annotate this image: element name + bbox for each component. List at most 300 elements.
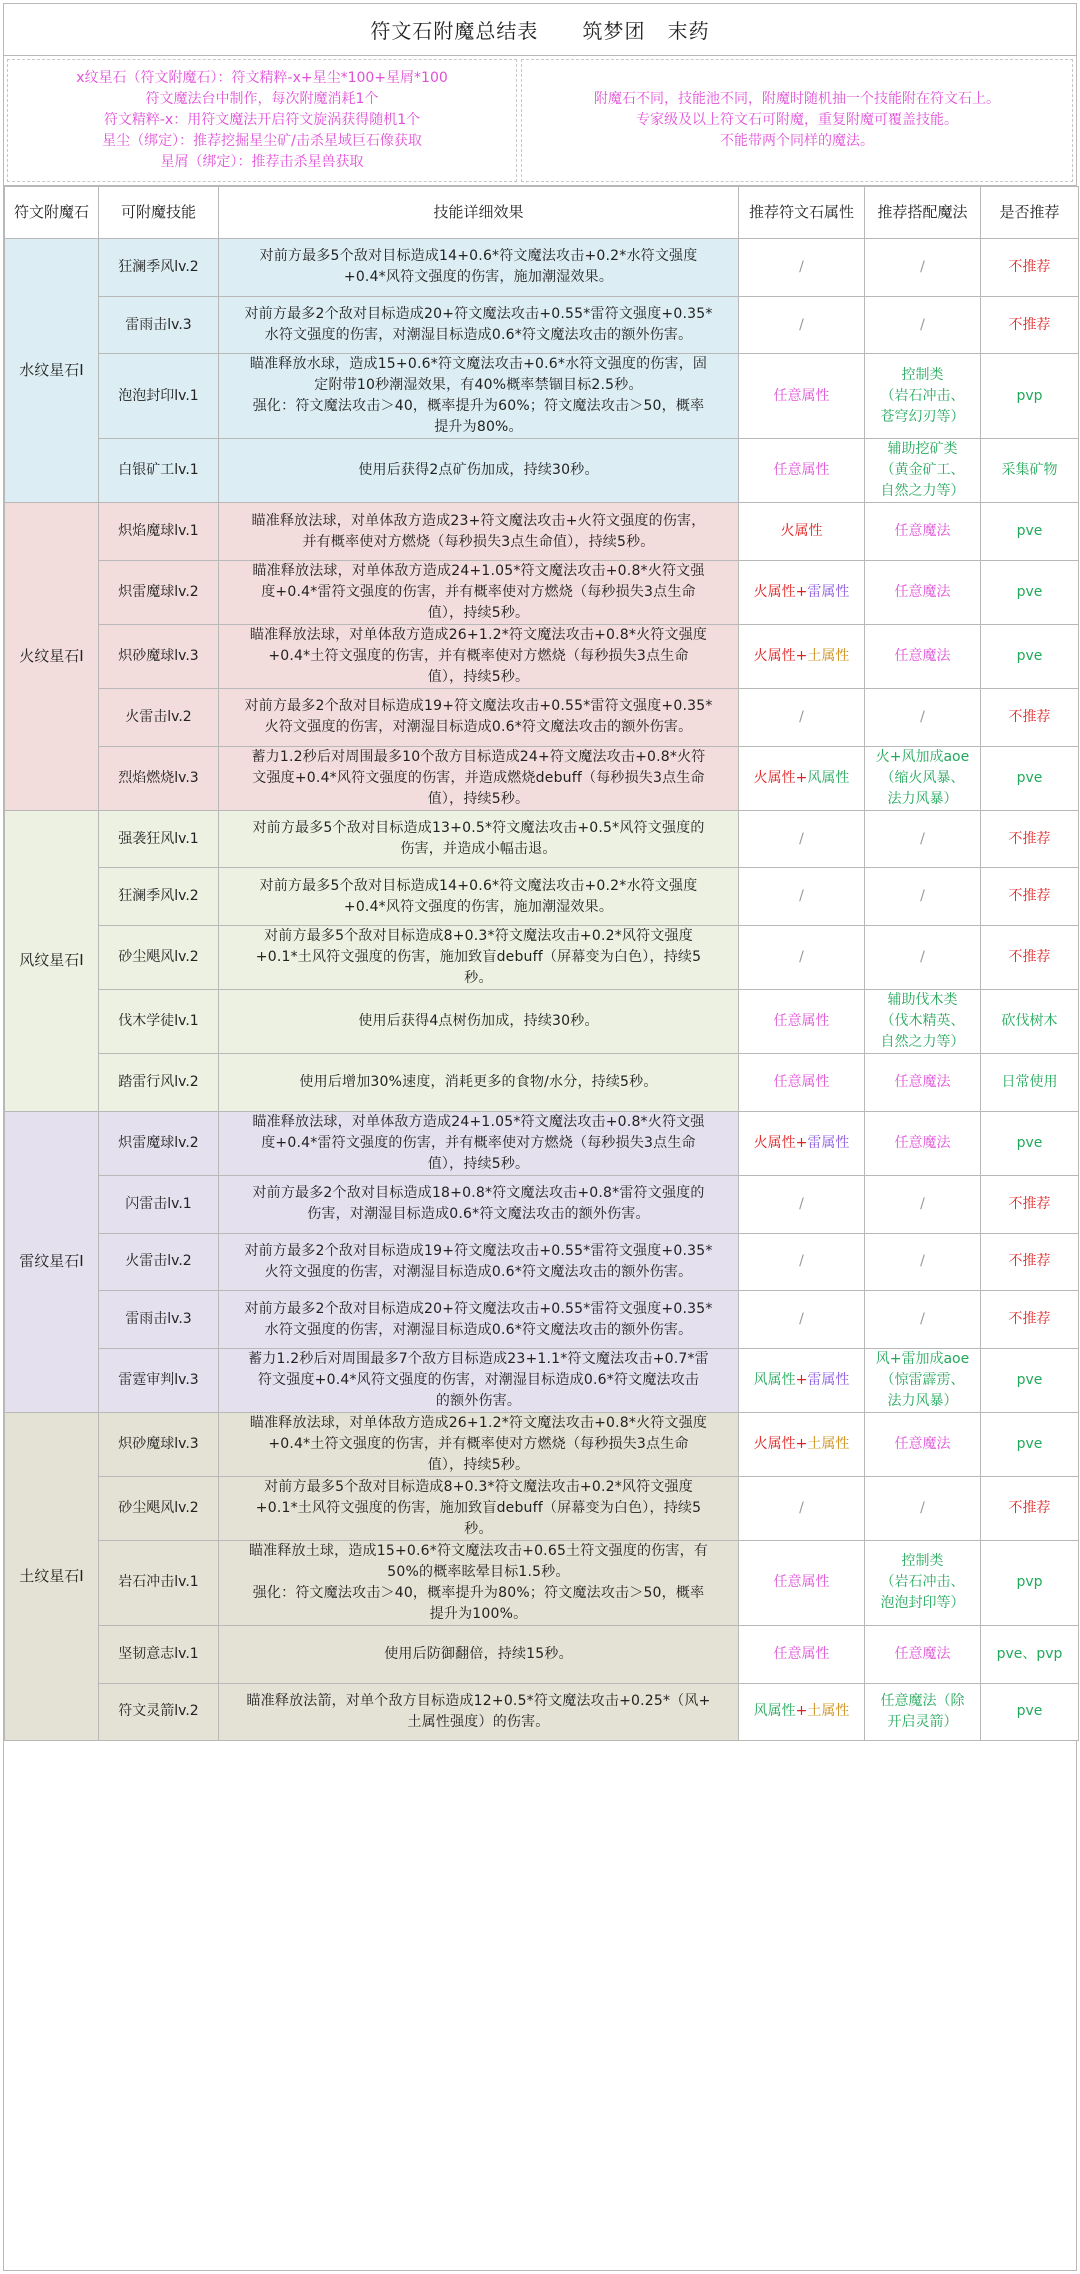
recommendation: 砍伐树木 [981,990,1079,1054]
magic-line: （黄金矿工、 [880,462,965,479]
effect-line: 值），持续5秒。 [427,1456,530,1473]
recommended-attribute [739,625,865,689]
magic-line: （岩石冲击、 [880,1574,965,1591]
magic-line: （缩火风暴、 [880,769,965,786]
recommendation: pve [981,561,1079,625]
effect-line: 瞄准释放法球，对单体敌方造成23+符文魔法攻击+火符文强度的伤害， [251,512,706,529]
attribute-token: + [795,584,808,601]
skill-effect [219,990,739,1054]
recommended-attribute [739,1540,865,1625]
skill-name: 炽砂魔球lv.3 [99,1412,219,1476]
effect-line: +0.4*风符文强度的伤害，施加潮湿效果。 [343,269,614,286]
recommended-magic [865,926,981,990]
table-row [5,689,1079,747]
effect-line: 的额外伤害。 [435,1392,522,1409]
magic-line: / [920,258,925,275]
effect-line: 对前方最多5个敌对目标造成8+0.3*符文魔法攻击+0.2*风符文强度 [264,1478,693,1495]
header-enchant-stone: 符文附魔石 [5,187,99,239]
effect-line: 伤害，并造成小幅击退。 [400,841,557,858]
recommendation: 不推荐 [981,689,1079,747]
recommendation: 不推荐 [981,810,1079,868]
recommendation: pve [981,1683,1079,1741]
table-row [5,1233,1079,1291]
recommended-attribute [739,439,865,503]
attribute-token: 风属性 [753,1371,796,1388]
effect-line: 对前方最多2个敌对目标造成19+符文魔法攻击+0.55*雷符文强度+0.35* [244,1242,713,1259]
notes-area [4,56,1076,186]
attribute-token: / [799,1253,804,1270]
recommended-attribute [739,1683,865,1741]
magic-line: 任意魔法 [894,1073,951,1090]
skill-name: 符文灵箭lv.2 [99,1683,219,1741]
skill-name: 泡泡封印lv.1 [99,354,219,439]
skill-effect [219,561,739,625]
recommended-attribute [739,1348,865,1412]
recommended-attribute [739,810,865,868]
table-row [5,1348,1079,1412]
magic-line: （伐木精英、 [880,1013,965,1030]
magic-line: 开启灵箭） [887,1713,958,1730]
recommended-attribute [739,1175,865,1233]
attribute-token: + [795,648,808,665]
effect-line: 蓄力1.2秒后对周围最多10个敌方目标造成24+符文魔法攻击+0.8*火符 [251,748,706,765]
effect-line: 强化：符文魔法攻击＞40，概率提升为60%；符文魔法攻击＞50，概率 [252,398,705,415]
recommended-magic [865,1683,981,1741]
skill-name: 炽砂魔球lv.3 [99,625,219,689]
magic-line: 苍穹幻刃等） [880,408,965,425]
table-header-row [5,187,1079,239]
header-recommend: 是否推荐 [981,187,1079,239]
effect-line: 瞄准释放水球，造成15+0.6*符文魔法攻击+0.6*水符文强度的伤害，固 [249,356,708,373]
effect-line: 瞄准释放土球，造成15+0.6*符文魔法攻击+0.65土符文强度的伤害，有 [248,1542,709,1559]
attribute-token: 任意属性 [773,462,830,479]
skill-name: 烈焰燃烧lv.3 [99,746,219,810]
page-title: 符文石附魔总结表 筑梦团 末药 [4,4,1076,56]
skill-effect [219,926,739,990]
skill-effect [219,810,739,868]
effect-line: 强化：符文魔法攻击＞40，概率提升为80%；符文魔法攻击＞50，概率 [252,1584,705,1601]
rune-stone-name: 土纹星石Ⅰ [5,1412,99,1740]
attribute-token: 火属性 [753,1134,796,1151]
notes-right [521,59,1073,182]
effect-line: 对前方最多5个敌对目标造成8+0.3*符文魔法攻击+0.2*风符文强度 [264,928,693,945]
effect-line: 水符文强度的伤害，对潮湿目标造成0.6*符文魔法攻击的额外伤害。 [264,327,693,344]
attribute-token: 土属性 [807,1435,850,1452]
skill-effect [219,689,739,747]
recommended-attribute [739,1111,865,1175]
recommendation: 日常使用 [981,1054,1079,1112]
magic-line: / [920,1311,925,1328]
magic-line: 风+雷加成aoe [875,1350,970,1367]
magic-line: 自然之力等） [880,483,965,500]
table-row [5,1175,1079,1233]
attribute-token: / [799,830,804,847]
recommended-attribute [739,990,865,1054]
recommendation: 不推荐 [981,926,1079,990]
effect-line: 值），持续5秒。 [427,1155,530,1172]
recommended-attribute [739,561,865,625]
recommended-attribute [739,503,865,561]
note-line: x纹星石（符文附魔石）：符文精粹-x+星尘*100+星屑*100 [76,70,448,86]
skill-name: 坚韧意志lv.1 [99,1625,219,1683]
skill-name: 炽焰魔球lv.1 [99,503,219,561]
recommendation: 不推荐 [981,868,1079,926]
effect-line: 瞄准释放法球，对单体敌方造成24+1.05*符文魔法攻击+0.8*火符文强 [252,1113,705,1130]
attribute-token: + [795,769,808,786]
attribute-token: 风属性 [753,1703,796,1720]
attribute-token: / [799,1311,804,1328]
skill-effect [219,746,739,810]
recommendation: pve、pvp [981,1625,1079,1683]
recommended-attribute [739,1233,865,1291]
recommended-attribute [739,1054,865,1112]
recommended-magic [865,1412,981,1476]
recommendation: pvp [981,1540,1079,1625]
recommendation: 不推荐 [981,1175,1079,1233]
attribute-token: + [795,1371,808,1388]
skill-name: 白银矿工lv.1 [99,439,219,503]
table-row [5,868,1079,926]
magic-line: 控制类 [901,1553,944,1570]
effect-line: 度+0.4*雷符文强度的伤害，并有概率使对方燃烧（每秒损失3点生命 [261,1134,696,1151]
effect-line: 瞄准释放法球，对单体敌方造成24+1.05*符文魔法攻击+0.8*火符文强 [252,563,705,580]
effect-line: 使用后增加30%速度，消耗更多的食物/水分，持续5秒。 [299,1073,658,1090]
attribute-token: 任意属性 [773,1073,830,1090]
recommended-attribute [739,1476,865,1540]
effect-line: 对前方最多5个敌对目标造成14+0.6*符文魔法攻击+0.2*水符文强度 [259,248,698,265]
rune-stone-name: 雷纹星石Ⅰ [5,1111,99,1412]
enchant-table [4,186,1079,1741]
recommended-magic [865,1175,981,1233]
table-row [5,810,1079,868]
recommendation: 采集矿物 [981,439,1079,503]
recommended-magic [865,1054,981,1112]
table-row [5,1540,1079,1625]
recommended-magic [865,868,981,926]
header-magic: 推荐搭配魔法 [865,187,981,239]
skill-name: 强袭狂风lv.1 [99,810,219,868]
recommendation: 不推荐 [981,1476,1079,1540]
skill-name: 岩石冲击lv.1 [99,1540,219,1625]
recommended-attribute [739,689,865,747]
table-row [5,746,1079,810]
skill-name: 炽雷魔球lv.2 [99,1111,219,1175]
skill-name: 伐木学徒lv.1 [99,990,219,1054]
magic-line: 任意魔法 [894,584,951,601]
skill-name: 炽雷魔球lv.2 [99,561,219,625]
rune-stone-name: 火纹星石Ⅰ [5,503,99,810]
magic-line: 法力风暴） [887,790,958,807]
recommended-magic [865,1111,981,1175]
attribute-token: 任意属性 [773,1645,830,1662]
magic-line: 辅助伐木类 [887,992,958,1009]
effect-line: 火符文强度的伤害，对潮湿目标造成0.6*符文魔法攻击的额外伤害。 [264,1263,693,1280]
effect-line: 文强度+0.4*风符文强度的伤害，并造成燃烧debuff（每秒损失3点生命 [252,769,705,786]
attribute-token: + [795,1134,808,1151]
skill-name: 踏雷行风lv.2 [99,1054,219,1112]
attribute-token: / [799,949,804,966]
effect-line: 使用后获得2点矿伤加成，持续30秒。 [358,462,599,479]
recommended-magic [865,439,981,503]
recommended-magic [865,239,981,297]
table-row [5,1625,1079,1683]
header-skill: 可附魔技能 [99,187,219,239]
effect-line: 使用后防御翻倍，持续15秒。 [384,1645,573,1662]
effect-line: 伤害，对潮湿目标造成0.6*符文魔法攻击的额外伤害。 [307,1206,650,1223]
attribute-token: / [799,316,804,333]
skill-name: 狂澜季风lv.2 [99,868,219,926]
recommended-magic [865,1540,981,1625]
magic-line: / [920,1253,925,1270]
effect-line: 秒。 [464,1520,493,1537]
recommended-magic [865,689,981,747]
table-row [5,1476,1079,1540]
recommendation: pve [981,625,1079,689]
magic-line: 法力风暴） [887,1392,958,1409]
skill-effect [219,1111,739,1175]
skill-effect [219,296,739,354]
table-row [5,561,1079,625]
recommended-magic [865,296,981,354]
effect-line: 瞄准释放法箭，对单个敌方目标造成12+0.5*符文魔法攻击+0.25*（风+ [246,1692,711,1709]
recommended-attribute [739,354,865,439]
table-row [5,239,1079,297]
effect-line: 使用后获得4点树伤加成，持续30秒。 [358,1013,599,1030]
magic-line: 辅助挖矿类 [887,441,958,458]
table-row [5,1111,1079,1175]
recommended-magic [865,354,981,439]
magic-line: 泡泡封印等） [880,1595,965,1612]
recommended-magic [865,1233,981,1291]
note-line: 符文魔法台中制作，每次附魔消耗1个 [145,91,379,107]
effect-line: 符文强度+0.4*风符文强度的伤害，对潮湿目标造成0.6*符文魔法攻击 [257,1371,700,1388]
note-line: 附魔石不同，技能池不同，附魔时随机抽一个技能附在符文石上。 [594,91,1000,107]
recommended-attribute [739,296,865,354]
effect-line: 秒。 [464,970,493,987]
table-row [5,354,1079,439]
magic-line: / [920,316,925,333]
effect-line: +0.4*风符文强度的伤害，施加潮湿效果。 [343,898,614,915]
skill-effect [219,1540,739,1625]
attribute-token: 雷属性 [807,584,850,601]
skill-name: 雷雨击lv.3 [99,296,219,354]
skill-effect [219,1054,739,1112]
attribute-token: 任意属性 [773,387,830,404]
recommended-magic [865,810,981,868]
skill-name: 砂尘飓风lv.2 [99,1476,219,1540]
table-row [5,439,1079,503]
recommended-attribute [739,746,865,810]
summary-sheet [3,3,1077,2271]
magic-line: 任意魔法 [894,1645,951,1662]
skill-effect [219,439,739,503]
table-row [5,1412,1079,1476]
recommended-magic [865,1291,981,1349]
skill-effect [219,503,739,561]
recommendation: 不推荐 [981,1291,1079,1349]
attribute-token: 火属性 [753,1435,796,1452]
skill-name: 闪雷击lv.1 [99,1175,219,1233]
magic-line: / [920,1499,925,1516]
table-body [5,239,1079,1741]
recommended-magic [865,990,981,1054]
recommendation: 不推荐 [981,239,1079,297]
notes-left [7,59,517,182]
skill-effect [219,1175,739,1233]
attribute-token: / [799,708,804,725]
recommended-attribute [739,1625,865,1683]
attribute-token: 雷属性 [807,1134,850,1151]
effect-line: 对前方最多2个敌对目标造成18+0.8*符文魔法攻击+0.8*雷符文强度的 [252,1185,705,1202]
effect-line: +0.1*土风符文强度的伤害，施加致盲debuff（屏幕变为白色），持续5 [255,949,702,966]
effect-line: 对前方最多2个敌对目标造成20+符文魔法攻击+0.55*雷符文强度+0.35* [244,306,713,323]
attribute-token: 土属性 [807,648,850,665]
magic-line: 自然之力等） [880,1034,965,1051]
recommendation: 不推荐 [981,296,1079,354]
magic-line: 任意魔法 [894,1435,951,1452]
attribute-token: + [795,1435,808,1452]
skill-name: 狂澜季风lv.2 [99,239,219,297]
skill-effect [219,1348,739,1412]
note-line: 不能带两个同样的魔法。 [720,133,874,149]
magic-line: / [920,1195,925,1212]
skill-effect [219,625,739,689]
magic-line: 任意魔法 [894,1134,951,1151]
skill-effect [219,1291,739,1349]
attribute-token: 火属性 [753,769,796,786]
header-attribute: 推荐符文石属性 [739,187,865,239]
table-row [5,503,1079,561]
attribute-token: / [799,1195,804,1212]
skill-effect [219,1476,739,1540]
recommended-magic [865,1348,981,1412]
attribute-token: / [799,258,804,275]
recommended-magic [865,1625,981,1683]
recommended-attribute [739,1412,865,1476]
effect-line: +0.4*土符文强度的伤害，并有概率使对方燃烧（每秒损失3点生命 [268,1435,689,1452]
effect-line: 对前方最多5个敌对目标造成13+0.5*符文魔法攻击+0.5*风符文强度的 [252,820,705,837]
skill-effect [219,239,739,297]
effect-line: 水符文强度的伤害，对潮湿目标造成0.6*符文魔法攻击的额外伤害。 [264,1321,693,1338]
effect-line: 值），持续5秒。 [427,669,530,686]
recommendation: pvp [981,354,1079,439]
rune-stone-name: 风纹星石Ⅰ [5,810,99,1111]
recommendation: pve [981,1111,1079,1175]
effect-line: 度+0.4*雷符文强度的伤害，并有概率使对方燃烧（每秒损失3点生命 [261,584,696,601]
magic-line: / [920,708,925,725]
effect-line: 并有概率使对方燃烧（每秒损失3点生命值），持续5秒。 [302,533,655,550]
effect-line: 瞄准释放法球，对单体敌方造成26+1.2*符文魔法攻击+0.8*火符文强度 [249,627,708,644]
skill-name: 火雷击lv.2 [99,689,219,747]
attribute-token: 火属性 [780,523,823,540]
recommended-magic [865,746,981,810]
effect-line: 50%的概率眩晕目标1.5秒。 [387,1563,570,1580]
skill-name: 雷霆审判lv.3 [99,1348,219,1412]
table-row [5,926,1079,990]
attribute-token: + [795,1703,808,1720]
effect-line: 提升为80%。 [434,419,523,436]
recommendation: pve [981,1412,1079,1476]
table-row [5,1291,1079,1349]
effect-line: 对前方最多5个敌对目标造成14+0.6*符文魔法攻击+0.2*水符文强度 [259,877,698,894]
skill-effect [219,1625,739,1683]
rune-stone-name: 水纹星石Ⅰ [5,239,99,503]
recommended-attribute [739,926,865,990]
skill-name: 砂尘飓风lv.2 [99,926,219,990]
effect-line: +0.4*土符文强度的伤害，并有概率使对方燃烧（每秒损失3点生命 [268,648,689,665]
attribute-token: 任意属性 [773,1013,830,1030]
effect-line: 定附带10秒潮湿效果，有40%概率禁锢目标2.5秒。 [314,377,643,394]
attribute-token: 土属性 [807,1703,850,1720]
table-row [5,1683,1079,1741]
attribute-token: / [799,888,804,905]
recommended-magic [865,1476,981,1540]
recommended-magic [865,503,981,561]
skill-effect [219,1412,739,1476]
magic-line: 控制类 [901,366,944,383]
attribute-token: 火属性 [753,584,796,601]
table-row [5,990,1079,1054]
recommended-magic [865,561,981,625]
recommendation: pve [981,503,1079,561]
effect-line: 火符文强度的伤害，对潮湿目标造成0.6*符文魔法攻击的额外伤害。 [264,719,693,736]
magic-line: （岩石冲击、 [880,387,965,404]
attribute-token: 火属性 [753,648,796,665]
magic-line: 火+风加成aoe [875,748,970,765]
skill-effect [219,1683,739,1741]
skill-name: 火雷击lv.2 [99,1233,219,1291]
skill-name: 雷雨击lv.3 [99,1291,219,1349]
table-row [5,296,1079,354]
effect-line: 值），持续5秒。 [427,790,530,807]
magic-line: （惊雷霹雳、 [880,1371,965,1388]
recommendation: pve [981,746,1079,810]
recommended-attribute [739,1291,865,1349]
effect-line: +0.1*土风符文强度的伤害，施加致盲debuff（屏幕变为白色），持续5 [255,1499,702,1516]
recommended-attribute [739,868,865,926]
magic-line: 任意魔法 [894,648,951,665]
effect-line: 值），持续5秒。 [427,605,530,622]
magic-line: 任意魔法（除 [880,1692,965,1709]
effect-line: 对前方最多2个敌对目标造成20+符文魔法攻击+0.55*雷符文强度+0.35* [244,1300,713,1317]
note-line: 专家级及以上符文石可附魔，重复附魔可覆盖技能。 [636,112,958,128]
note-line: 星屑（绑定）：推荐击杀星兽获取 [160,154,364,170]
note-line: 符文精粹-x：用符文魔法开启符文旋涡获得随机1个 [103,112,421,128]
attribute-token: 风属性 [807,769,850,786]
magic-line: 任意魔法 [894,523,951,540]
effect-line: 土属性强度）的伤害。 [407,1713,550,1730]
table-row [5,625,1079,689]
note-line: 星尘（绑定）：推荐挖掘星尘矿/击杀星域巨石像获取 [102,133,422,149]
recommended-attribute [739,239,865,297]
skill-effect [219,868,739,926]
effect-line: 提升为100%。 [429,1605,528,1622]
attribute-token: / [799,1499,804,1516]
effect-line: 蓄力1.2秒后对周围最多7个敌方目标造成23+1.1*符文魔法攻击+0.7*雷 [248,1350,709,1367]
header-effect: 技能详细效果 [219,187,739,239]
attribute-token: 雷属性 [807,1371,850,1388]
recommendation: 不推荐 [981,1233,1079,1291]
magic-line: / [920,949,925,966]
table-row [5,1054,1079,1112]
effect-line: 对前方最多2个敌对目标造成19+符文魔法攻击+0.55*雷符文强度+0.35* [244,698,713,715]
magic-line: / [920,830,925,847]
effect-line: 瞄准释放法球，对单体敌方造成26+1.2*符文魔法攻击+0.8*火符文强度 [249,1414,708,1431]
skill-effect [219,1233,739,1291]
recommended-magic [865,625,981,689]
magic-line: / [920,888,925,905]
recommendation: pve [981,1348,1079,1412]
